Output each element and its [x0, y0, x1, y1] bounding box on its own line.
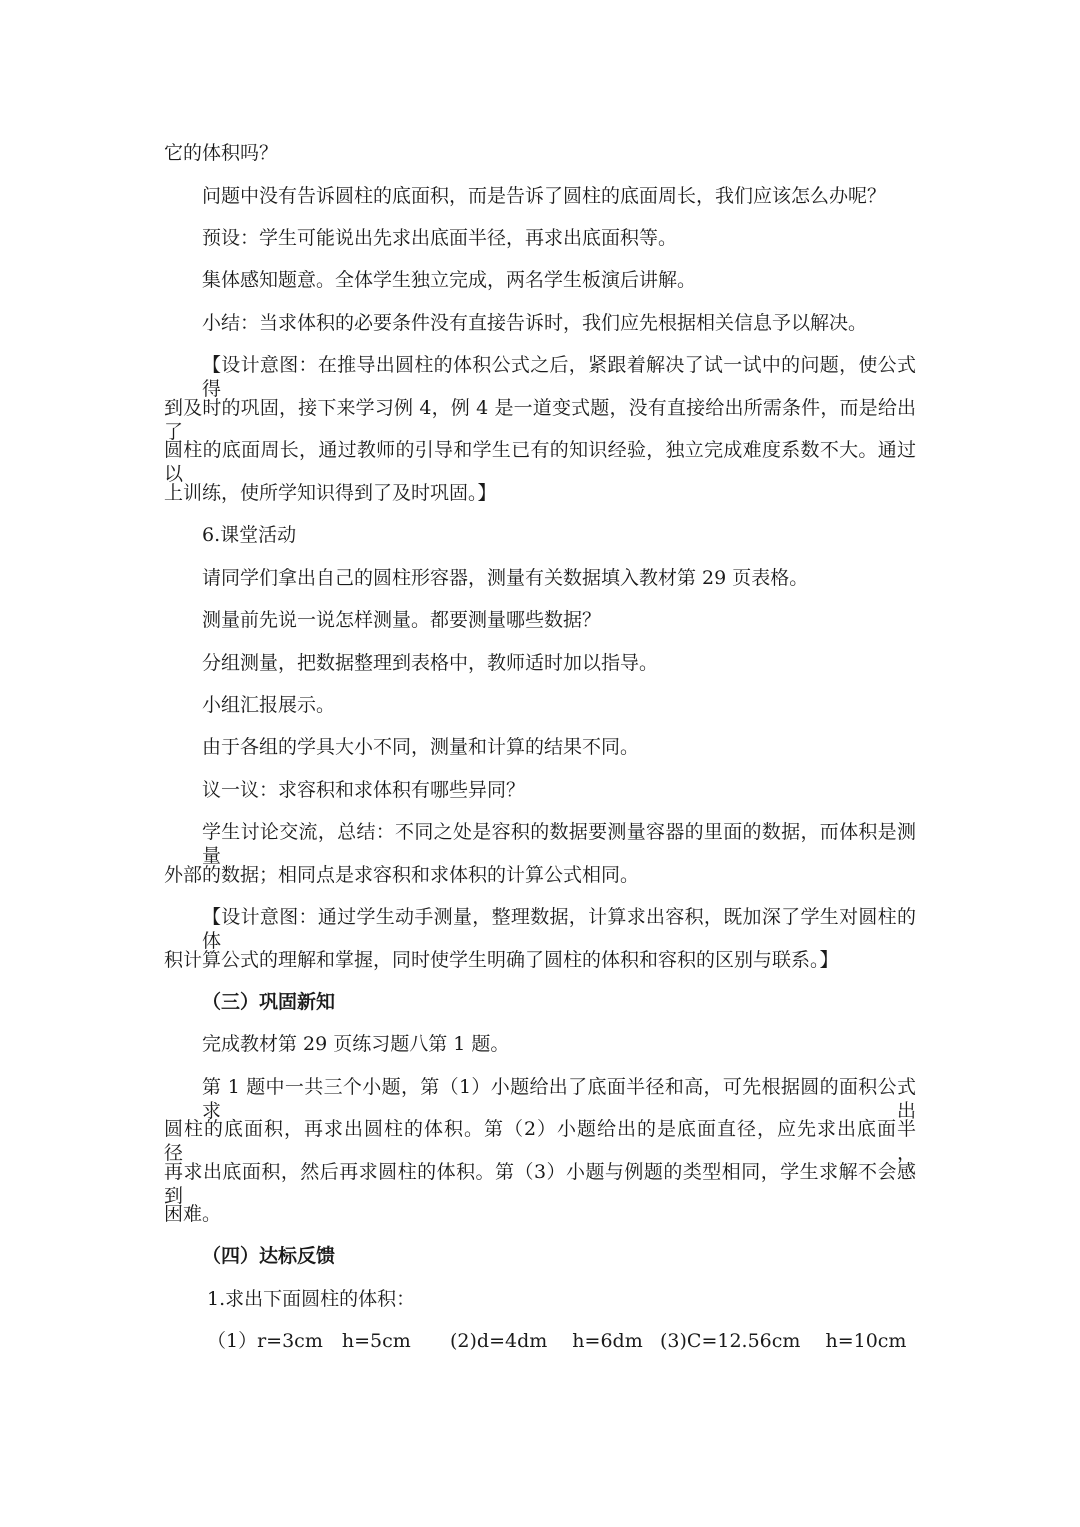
- exercise-item-3: (3)C=12.56cm h=10cm: [660, 1330, 907, 1352]
- section-heading-consolidate: （三）巩固新知: [202, 991, 336, 1013]
- section-heading-feedback: （四）达标反馈: [202, 1245, 336, 1267]
- paragraph-line: 学生讨论交流，总结：不同之处是容积的数据要测量容器的里面的数据，而体积是测量: [202, 821, 916, 867]
- paragraph-line: 外部的数据；相同点是求容积和求体积的计算公式相同。: [164, 864, 640, 886]
- design-intent-line: 圆柱的底面周长，通过教师的引导和学生已有的知识经验，独立完成难度系数不大。通过以: [164, 439, 916, 485]
- section-heading: 6.课堂活动: [202, 524, 297, 546]
- exercise-prompt: 1.求出下面圆柱的体积：: [207, 1288, 416, 1310]
- paragraph-line: 预设：学生可能说出先求出底面半径，再求出底面积等。: [202, 227, 678, 249]
- design-intent-line: 上训练，使所学知识得到了及时巩固。】: [164, 482, 497, 504]
- design-intent-line: 【设计意图：在推导出圆柱的体积公式之后，紧跟着解决了试一试中的问题，使公式得: [202, 354, 916, 400]
- paragraph-line: 测量前先说一说怎样测量。都要测量哪些数据？: [202, 609, 602, 631]
- paragraph-line: 小组汇报展示。: [202, 694, 336, 716]
- exercise-item-2: (2)d=4dm h=6dm: [450, 1330, 643, 1352]
- paragraph-line: 分组测量，把数据整理到表格中，教师适时加以指导。: [202, 652, 659, 674]
- paragraph-line: 小结：当求体积的必要条件没有直接告诉时，我们应先根据相关信息予以解决。: [202, 312, 868, 334]
- paragraph-line: 再求出底面积，然后再求圆柱的体积。第（3）小题与例题的类型相同，学生求解不会感到: [164, 1161, 916, 1207]
- paragraph-line: 议一议：求容积和求体积有哪些异同？: [202, 779, 526, 801]
- design-intent-line: 【设计意图：通过学生动手测量，整理数据，计算求出容积，既加深了学生对圆柱的体: [202, 906, 916, 952]
- paragraph-line: 第 1 题中一共三个小题，第（1）小题给出了底面半径和高，可先根据圆的面积公式求出: [202, 1076, 916, 1122]
- exercise-item-1: （1）r=3cm h=5cm: [207, 1330, 411, 1352]
- design-intent-line: 积计算公式的理解和掌握，同时使学生明确了圆柱的体积和容积的区别与联系。】: [164, 949, 839, 971]
- paragraph-line: 请同学们拿出自己的圆柱形容器，测量有关数据填入教材第 29 页表格。: [202, 567, 809, 589]
- paragraph-line: 圆柱的底面积，再求出圆柱的体积。第（2）小题给出的是底面直径，应先求出底面半径，: [164, 1118, 916, 1164]
- paragraph-line: 问题中没有告诉圆柱的底面积，而是告诉了圆柱的底面周长，我们应该怎么办呢？: [202, 185, 887, 207]
- paragraph-line: 它的体积吗？: [164, 142, 279, 164]
- paragraph-line: 完成教材第 29 页练习题八第 1 题。: [202, 1033, 510, 1055]
- paragraph-line: 集体感知题意。全体学生独立完成，两名学生板演后讲解。: [202, 269, 697, 291]
- paragraph-line: 由于各组的学具大小不同，测量和计算的结果不同。: [202, 736, 640, 758]
- paragraph-line: 困难。: [164, 1203, 222, 1225]
- design-intent-line: 到及时的巩固，接下来学习例 4，例 4 是一道变式题，没有直接给出所需条件，而是给出了: [164, 397, 916, 443]
